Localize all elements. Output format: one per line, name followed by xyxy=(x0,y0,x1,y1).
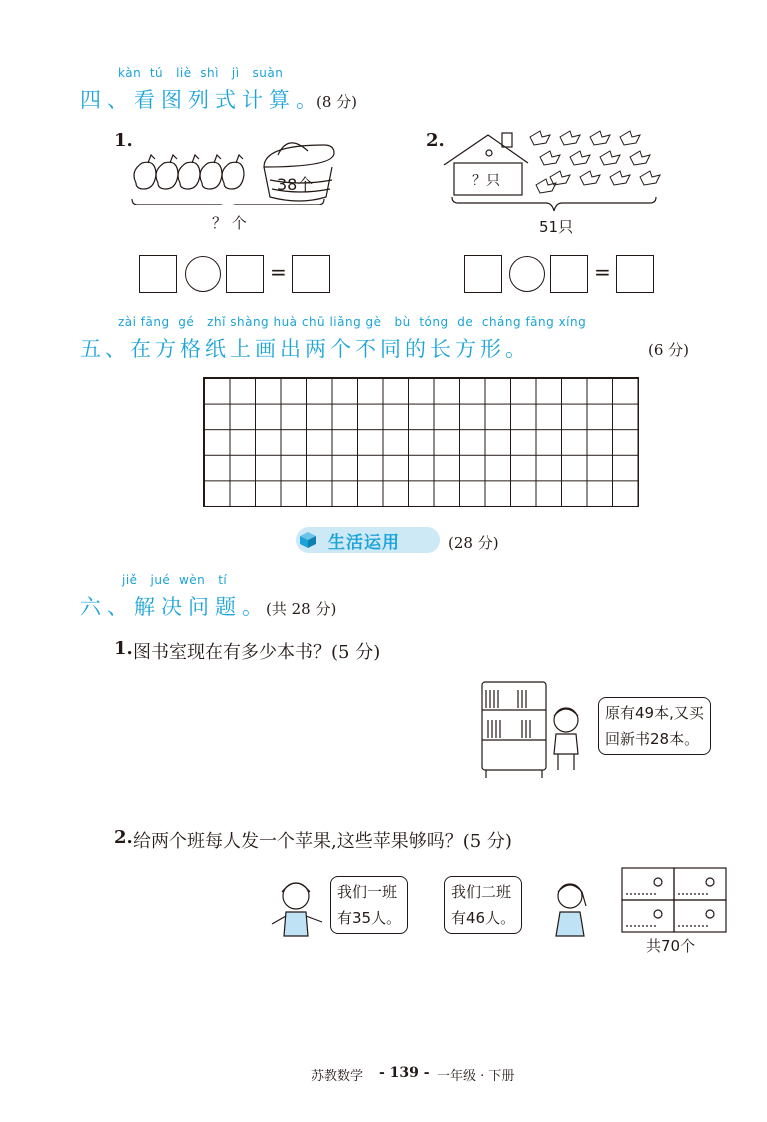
s4-q2-answer-box-3[interactable] xyxy=(616,255,654,293)
eggplant-icon xyxy=(178,155,200,189)
cube-icon xyxy=(298,530,318,550)
apple-icon xyxy=(654,910,662,918)
footer-grade: 一年级 · 下册 xyxy=(437,1069,515,1084)
eggplant-icon xyxy=(156,155,178,189)
s4-q1-basket-label: 38个 xyxy=(277,175,314,194)
s6-q2-speech-bubble-2 xyxy=(444,876,522,934)
boy-icon xyxy=(554,708,578,732)
section5-pinyin: zài fāng gé zhǐ shàng huà chū liǎng gè bù tóng de cháng fāng xíng xyxy=(118,315,587,329)
s4-q2-equals: = xyxy=(594,260,611,284)
s6-q2-text: 给两个班每人发一个苹果,这些苹果够吗？(5 分) xyxy=(133,831,512,852)
section4-title: 四、看图列式计算。 xyxy=(80,88,323,112)
banner-label: 生活运用 xyxy=(328,533,400,553)
section5-score: (6 分) xyxy=(648,341,690,359)
banner-score: (28 分) xyxy=(448,534,499,552)
s6-q2-bubble2-line2: 有46人。 xyxy=(451,909,516,927)
s6-q1-number: 1. xyxy=(114,638,133,659)
s4-q1-answer-box-3[interactable] xyxy=(292,255,330,293)
s4-q1-operator-circle[interactable] xyxy=(185,256,221,292)
s4-q2-brace-label: 51只 xyxy=(539,218,574,236)
boy-waving-illustration xyxy=(266,872,332,952)
eggplant-icon xyxy=(134,155,156,189)
eggplant-icon xyxy=(200,155,222,189)
section4-pinyin: kàn tú liè shì jì suàn xyxy=(118,66,284,80)
apple-icon xyxy=(706,910,714,918)
apple-boxes-illustration xyxy=(620,866,730,936)
bookshelf-boy-illustration xyxy=(478,680,598,780)
section6-title: 六、解决问题。 xyxy=(80,595,269,619)
s6-q1-text: 图书室现在有多少本书？(5 分) xyxy=(133,642,381,663)
house-roof-icon xyxy=(444,135,528,165)
s6-q2-boxes-label: 共70个 xyxy=(646,937,696,955)
s4-q1-answer-box-2[interactable] xyxy=(226,255,264,293)
section6-score: (共 28 分) xyxy=(266,600,337,618)
s6-q1-bubble-line1: 原有49本,又买 xyxy=(605,704,704,722)
s6-q2-bubble2-line1: 我们二班 xyxy=(451,883,512,901)
s6-q2-number: 2. xyxy=(114,827,133,848)
section6-pinyin: jiě jué wèn tí xyxy=(122,573,228,587)
s4-q1-brace-label: ？ 个 xyxy=(212,214,247,232)
s4-q1-answer-box-1[interactable] xyxy=(139,255,177,293)
s4-q2-answer-box-1[interactable] xyxy=(464,255,502,293)
s4-q1-equals: = xyxy=(270,260,287,284)
s4-q2-number: 2. xyxy=(426,130,445,151)
drawing-grid[interactable] xyxy=(203,377,639,507)
apple-icon xyxy=(706,878,714,886)
s4-q2-house-label: ？只 xyxy=(472,173,500,189)
s6-q1-bubble-line2: 回新书28本。 xyxy=(605,730,700,748)
bird-icons xyxy=(530,131,660,193)
s4-q2-operator-circle[interactable] xyxy=(509,256,545,292)
section5-title: 五、在方格纸上画出两个不同的长方形。 xyxy=(80,337,530,361)
s6-q2-bubble1-line2: 有35人。 xyxy=(337,909,402,927)
footer-page-number: - 139 - xyxy=(379,1065,430,1081)
s6-q2-bubble1-line1: 我们一班 xyxy=(337,883,398,901)
s6-q1-speech-bubble xyxy=(598,697,711,755)
section4-score: (8 分) xyxy=(316,93,358,111)
s4-q1-number: 1. xyxy=(114,130,133,151)
s6-q2-speech-bubble-1 xyxy=(330,876,408,934)
apple-icon xyxy=(654,878,662,886)
eggplant-icon xyxy=(222,155,244,189)
footer-book: 苏教数学 xyxy=(311,1069,364,1084)
s4-q2-answer-box-2[interactable] xyxy=(550,255,588,293)
girl-illustration xyxy=(546,876,596,942)
